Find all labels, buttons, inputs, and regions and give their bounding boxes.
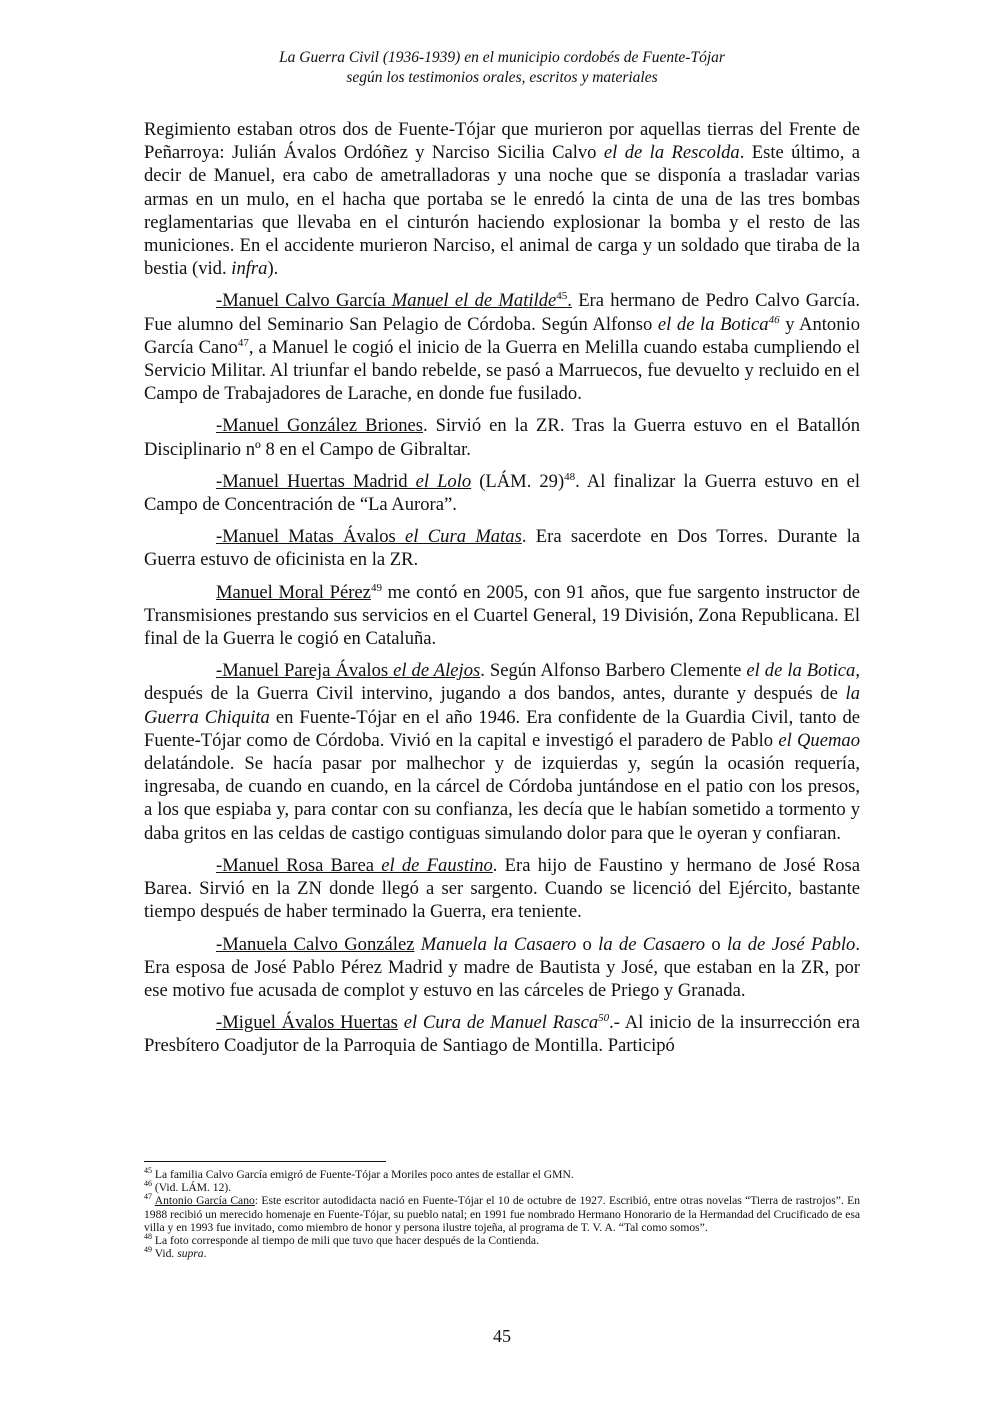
entry-manuel-moral-perez: Manuel Moral Pérez$^{49}$ me contó en 2005, con 91 años, que fue sargento instructor de Transmisiones prestando sus servicios en el Cuartel General, 19 División, Zona Republicana. El final de la Guerra le cogió en Cataluña. <box>144 581 860 650</box>
paragraph-narciso: Regimiento estaban otros dos de Fuente-Tójar que murieron por aquellas tierras del Frente de Peñarroya: Julián Ávalos Ordóñez y Narciso Sicilia Calvo el de la Rescolda. Este último, a decir de Manuel, era cabo de ametralladoras y una noche que se disponía a trasladar varias armas en un mulo, en el hacha que portaba se le enredó la cinta de una de las tres bombas reglamentarias que llevaba en el cinturón haciendo explosionar la bomba y el resto de las municiones. En el accidente murieron Narciso, el animal de carga y un soldado que tiraba de la bestia (vid. infra). <box>144 119 860 280</box>
entry-name: Manuel Moral Pérez <box>216 581 371 603</box>
footnote-ref-47[interactable]: 47 <box>237 336 249 349</box>
entry-manuel-matas-avalos: -Manuel Matas Ávalos el Cura Matas. Era sacerdote en Dos Torres. Durante la Guerra estuvo de oficinista en la ZR. <box>144 526 860 571</box>
header-line-2: según los testimonios orales, escritos y materiales <box>346 69 658 86</box>
footnote-ref-48[interactable]: 48 <box>564 470 576 483</box>
footnote-separator <box>144 1161 386 1162</box>
entry-name: -Manuela Calvo González <box>216 933 415 955</box>
entry-name: -Manuel Pareja Ávalos el de Alejos <box>216 660 481 682</box>
footnote-ref-49[interactable]: 49 <box>370 581 382 594</box>
entry-manuel-rosa-barea: -Manuel Rosa Barea el de Faustino. Era hijo de Faustino y hermano de José Rosa Barea. Sirvió en la ZN donde llegó a ser sargento. Cuando se licenció del Ejército, bastante tiempo después de haber terminado la Guerra, era teniente. <box>144 854 860 923</box>
entry-manuel-calvo-garcia: -Manuel Calvo García Manuel el de Matilde$^{45}$. Era hermano de Pedro Calvo García. Fue alumno del Seminario San Pelagio de Córdoba. Según Alfonso el de la Botica$^{46}$ y Antonio García Cano$^{47}$, a Manuel le cogió el inicio de la Guerra en Melilla cuando estaba cumpliendo el Servicio Militar. Al triunfar el bando rebelde, se pasó a Marruecos, fue devuelto y recluido en el Campo de Trabajadores de Larache, en donde fue fusilado. <box>144 290 860 405</box>
footnote-ref-46[interactable]: 46 <box>768 313 780 326</box>
entry-name: -Manuel Rosa Barea el de Faustino <box>216 854 493 876</box>
footnote-45: $^{45}$ La familia Calvo García emigró de Fuente-Tójar a Moriles poco antes de estallar el GMN. <box>144 1166 574 1181</box>
footnote-ref-45[interactable]: 45 <box>556 290 568 303</box>
entry-name: -Manuel Calvo García Manuel el de Matilde$^{45}$. <box>216 290 572 312</box>
entry-manuel-pareja-avalos: -Manuel Pareja Ávalos el de Alejos. Según Alfonso Barbero Clemente el de la Botica, después de la Guerra Civil intervino, jugando a dos bandos, antes, durante y después de la Guerra Chiquita en Fuente-Tójar en el año 1946. Era confidente de la Guardia Civil, tanto de Fuente-Tójar como de Córdoba. Vivió en la capital e investigó el paradero de Pablo el Quemao delatándole. Se hacía pasar por malhechor y de izquierdas y, según la ocasión requería, ingresaba, de cuando en cuando, en la cárcel de Córdoba juntándose en el patio con los presos, a los que espiaba y, para contar con su confianza, les decía que le habían sometido a tormento y daba gritos en las celdas de castigo contiguas simulando dolor para que le oyeran y confiaran. <box>144 660 861 844</box>
entry-manuel-gonzalez-briones: -Manuel González Briones. Sirvió en la ZR. Tras la Guerra estuvo en el Batallón Disciplinario nº 8 en el Campo de Gibraltar. <box>144 415 860 460</box>
entry-name: -Miguel Ávalos Huertas <box>216 1012 398 1034</box>
footnote-48: $^{48}$ La foto corresponde al tiempo de mili que tuvo que hacer después de la Contienda. <box>144 1232 539 1248</box>
entry-manuela-calvo-gonzalez: -Manuela Calvo González Manuela la Casaero o la de Casaero o la de José Pablo. Era esposa de José Pablo Pérez Madrid y madre de Bautista y José, que estaban en la ZR, por ese motivo fue acusada de complot y estuvo en las cárceles de Priego y Granada. <box>144 933 861 1001</box>
header-line-1: La Guerra Civil (1936-1939) en el municipio cordobés de Fuente-Tójar <box>279 49 725 66</box>
body-text <box>144 118 860 1067</box>
footnote-49: $^{49}$ Vid. supra. <box>144 1245 207 1261</box>
footnote-ref-50[interactable]: 50 <box>598 1011 610 1024</box>
footnote-46: $^{46}$ (Vid. LÁM. 12). <box>144 1179 232 1195</box>
entry-miguel-avalos-huertas: -Miguel Ávalos Huertas el Cura de Manuel Rasca$^{50}$.- Al inicio de la insurrección era Presbítero Coadjutor de la Parroquia de Santiago de Montilla. Participó <box>144 1011 860 1057</box>
entry-name: -Manuel Matas Ávalos el Cura Matas <box>216 526 522 548</box>
footnotes <box>144 1168 860 1260</box>
entry-name: -Manuel González Briones <box>216 415 424 437</box>
running-header <box>144 48 860 88</box>
footnote-47: $^{47}$ Antonio García Cano: Este escritor autodidacta nació en Fuente-Tójar el 10 de octubre de 1927. Escribió, entre otras novelas “Tierra de rastrojos”. En 1988 recibió un merecido homenaje en Fuente-Tójar, su pueblo natal; en 1991 fue nombrado Hermano Honorario de la Hermandad del Crucificado de esa villa y en 1993 fue invitado, como miembro de honor y persona ilustre tojeña, al programa de T. V. A. “Tal como somos”. <box>144 1192 860 1234</box>
entry-manuel-huertas-madrid: -Manuel Huertas Madrid el Lolo (LÁM. 29)$^{48}$. Al finalizar la Guerra estuvo en el Campo de Concentración de “La Aurora”. <box>144 470 860 516</box>
entry-name: -Manuel Huertas Madrid el Lolo <box>216 470 472 492</box>
page-number: 45 <box>493 1326 511 1346</box>
